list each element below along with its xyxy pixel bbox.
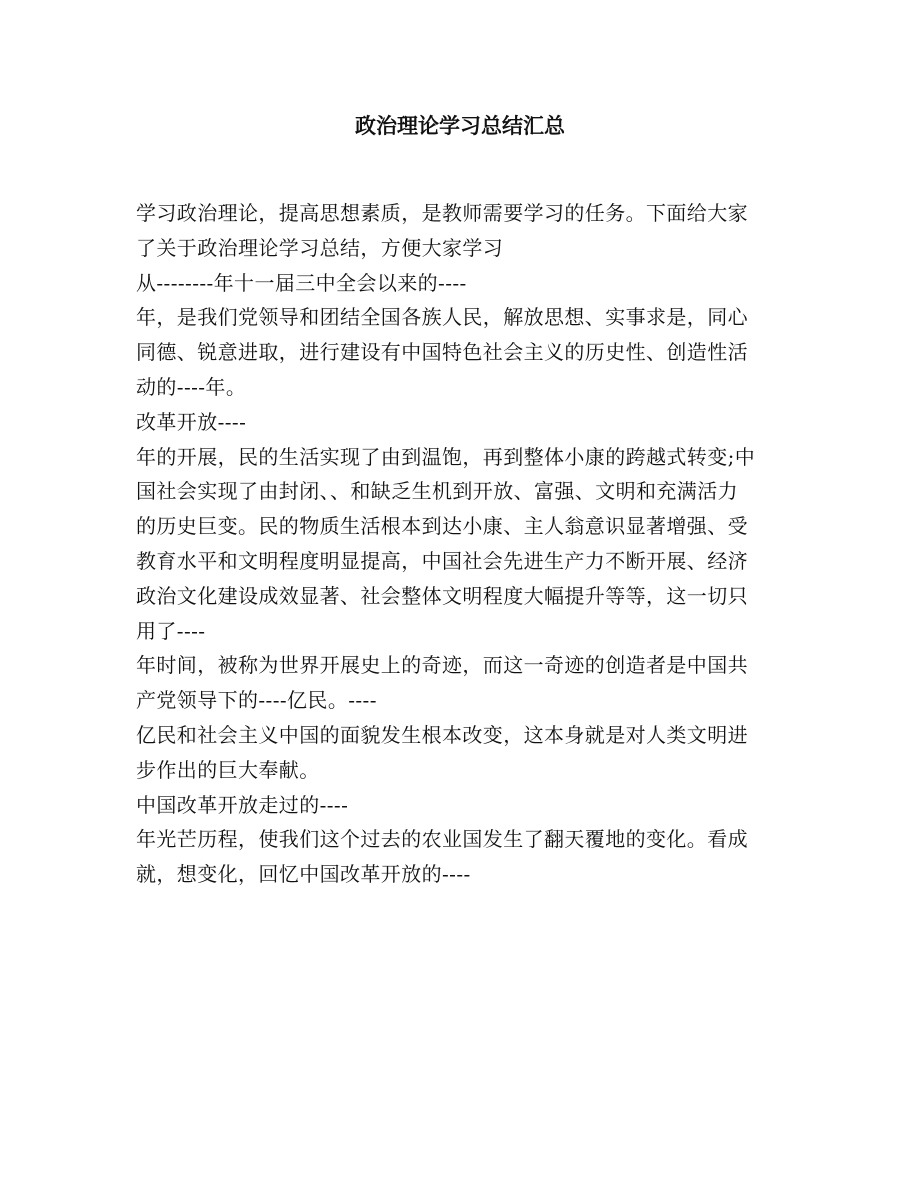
text-line: 同德、锐意进取，进行建设有中国特色社会主义的历史性、创造性活 — [136, 340, 748, 365]
text-line: 政治文化建设成效显著、社会整体文明程度大幅提升等等，这一切只 — [136, 583, 748, 608]
text-line: 就，想变化，回忆中国改革开放的---- — [136, 862, 471, 887]
text-line: 的历史巨变。民的物质生活根本到达小康、主人翁意识显著增强、受 — [136, 514, 748, 539]
text-line: 改革开放---- — [136, 409, 247, 434]
text-line: 用了---- — [136, 618, 206, 643]
document-body — [136, 196, 786, 892]
text-line: 年光芒历程，使我们这个过去的农业国发生了翻天覆地的变化。看成 — [136, 827, 748, 852]
text-line: 学习政治理论，提高思想素质，是教师需要学习的任务。下面给大家 — [136, 201, 748, 225]
document-title: 政治理论学习总结汇总 — [355, 113, 565, 138]
text-line: 亿民和社会主义中国的面貌发生根本改变，这本身就是对人类文明进 — [136, 722, 748, 747]
text-line: 产党领导下的----亿民。---- — [136, 688, 377, 713]
text-line: 年，是我们党领导和团结全国各族人民，解放思想、实事求是，同心 — [136, 305, 748, 330]
text-line: 年的开展，民的生活实现了由到温饱，再到整体小康的跨越式转变;中 — [136, 444, 756, 469]
text-line: 了关于政治理论学习总结，方便大家学习 — [136, 235, 504, 260]
text-line: 从--------年十一届三中全会以来的---- — [136, 270, 467, 295]
text-line: 年时间，被称为世界开展史上的奇迹，而这一奇迹的创造者是中国共 — [136, 653, 748, 678]
text-line: 教育水平和文明程度明显提高，中国社会先进生产力不断开展、经济 — [136, 548, 748, 573]
text-line: 动的----年。 — [136, 374, 247, 399]
text-line: 中国改革开放走过的---- — [136, 792, 349, 817]
text-line: 国社会实现了由封闭、、和缺乏生机到开放、富强、文明和充满活力 — [136, 479, 738, 504]
text-line: 步作出的巨大奉献。 — [136, 757, 320, 782]
